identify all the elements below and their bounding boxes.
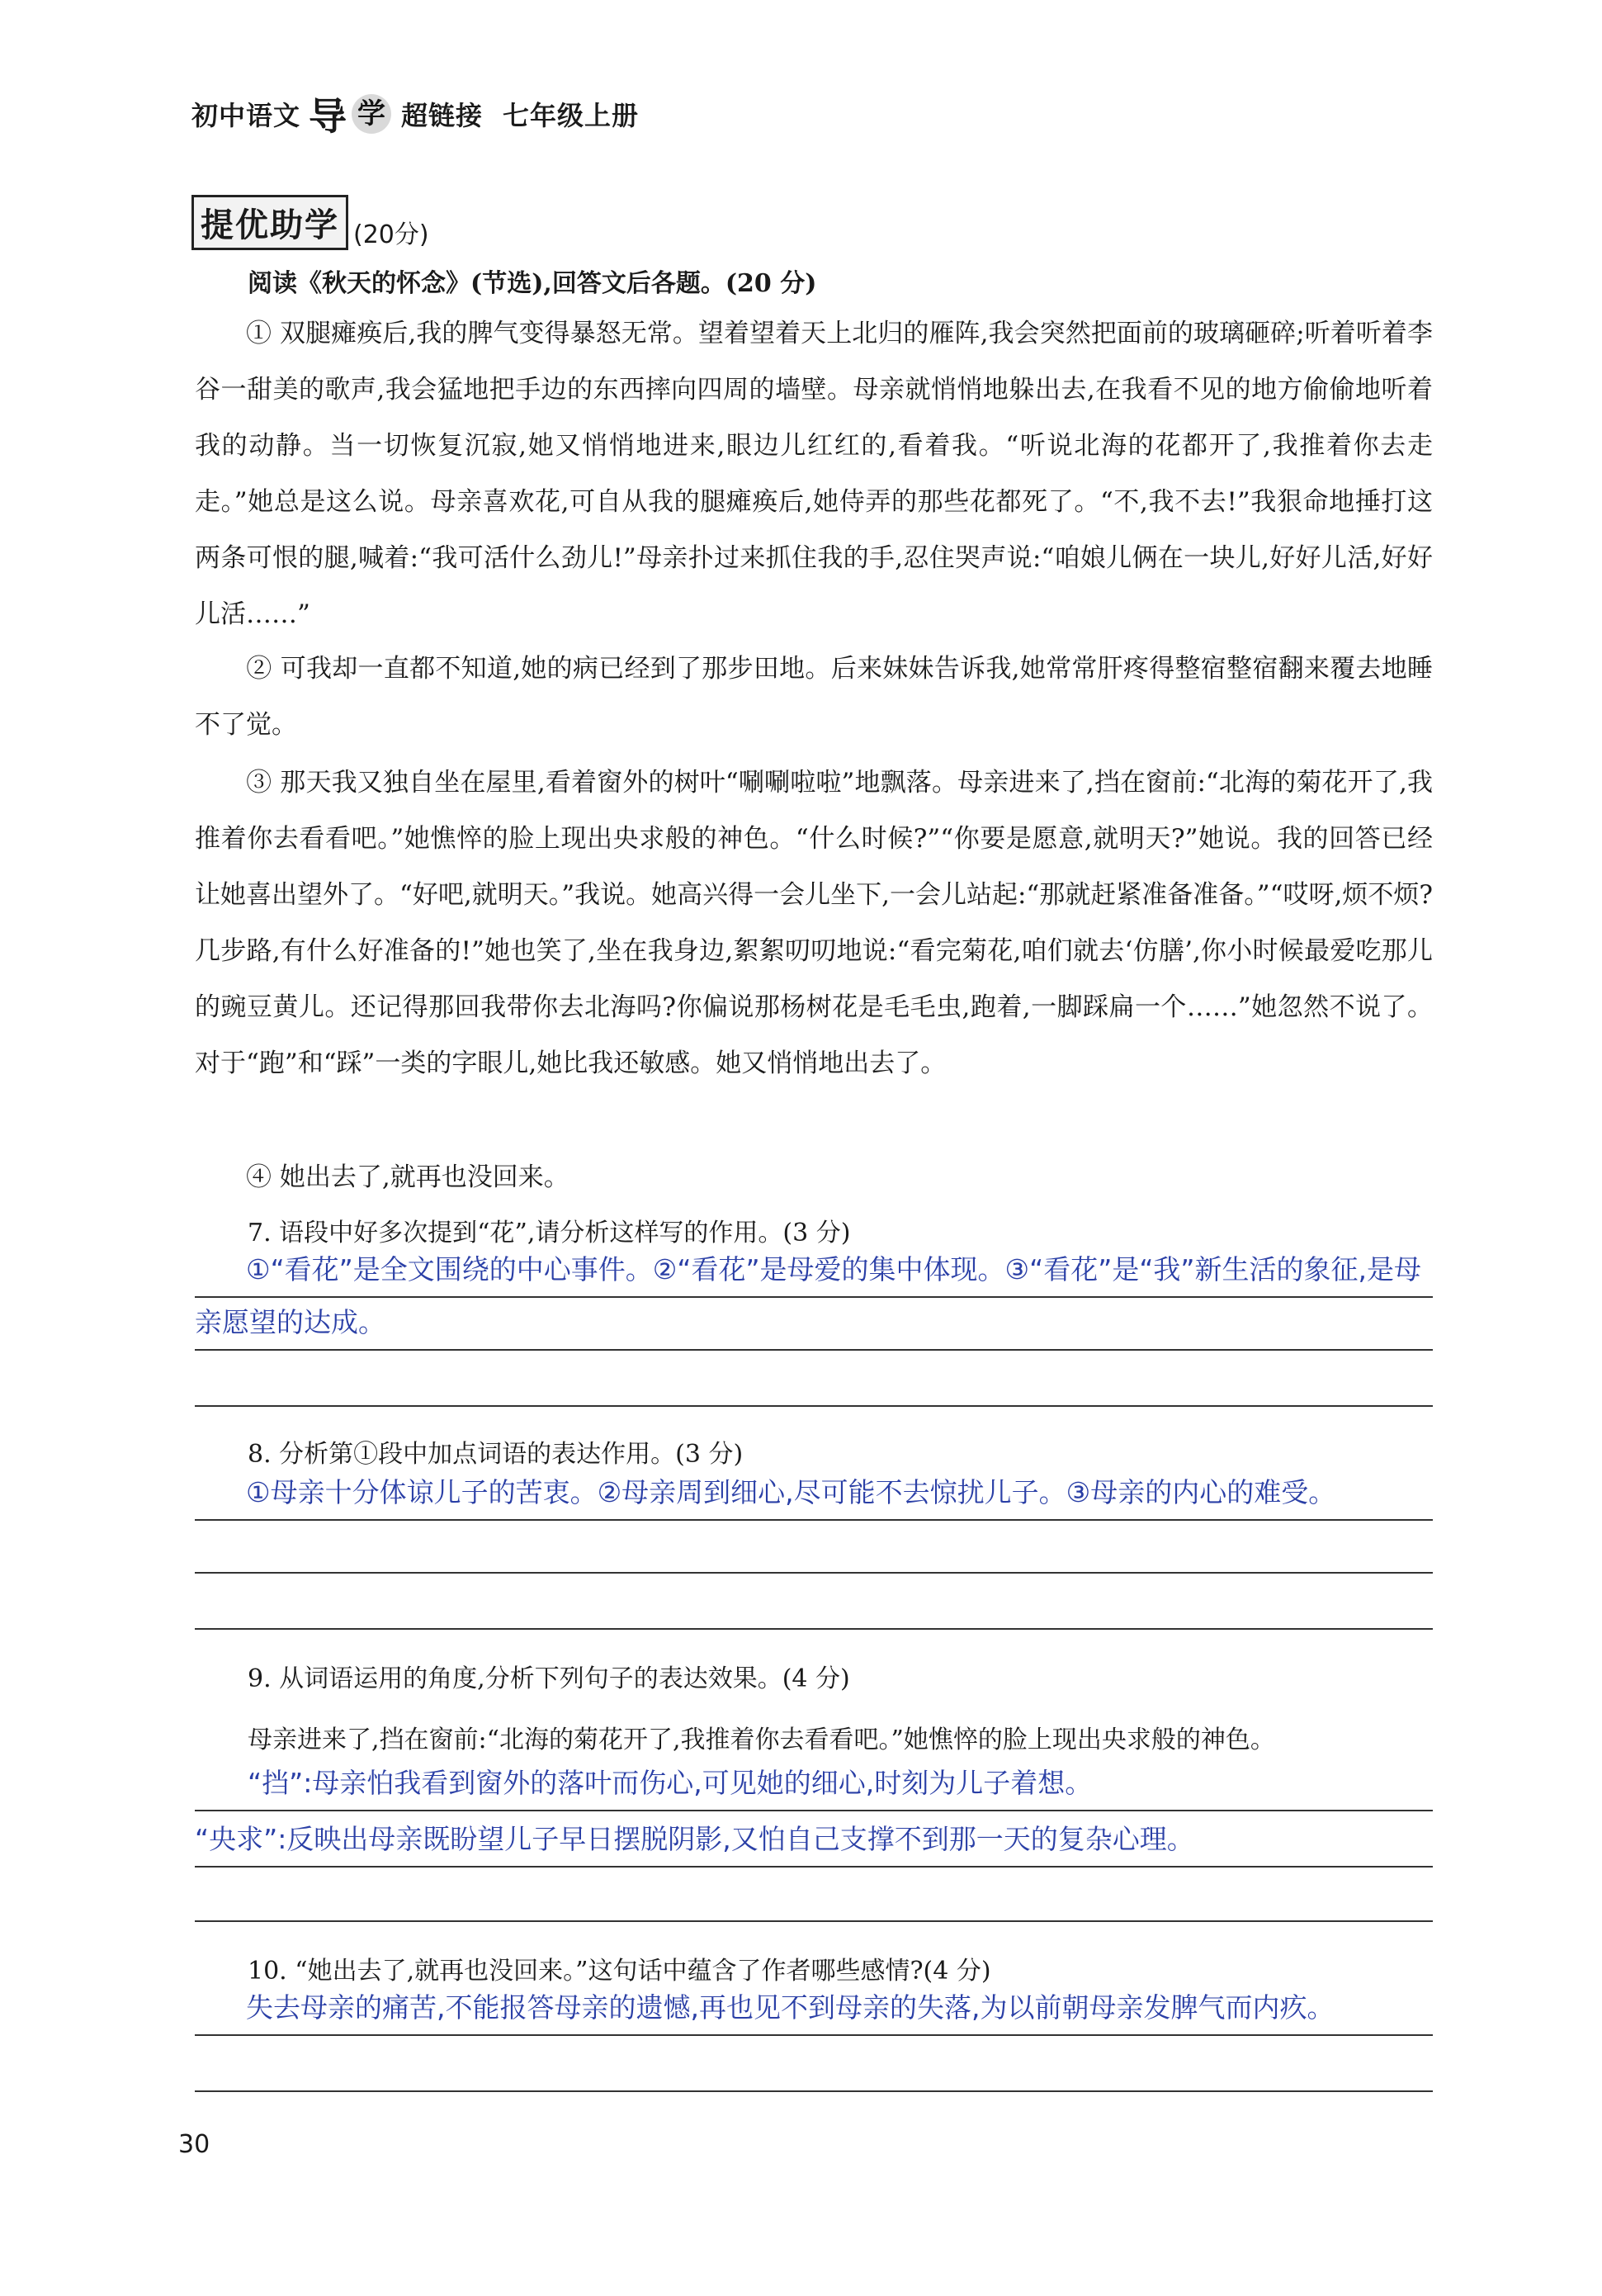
question-8: 8. 分析第①段中加点词语的表达作用。(3 分) (248, 1440, 744, 1469)
question-7: 7. 语段中好多次提到“花”,请分析这样写的作用。(3 分) (248, 1219, 851, 1247)
answer-text: 失去母亲的痛苦,不能报答母亲的遗憾,再也见不到母亲的失落,为以前朝母亲发脾气而内疚。 (246, 1991, 1335, 2024)
header-circle-char: 学 (352, 94, 391, 134)
answer-line (195, 1810, 1433, 1811)
header-big-char: 导 (309, 94, 347, 139)
answer-line (195, 1349, 1433, 1351)
paragraph-text: ③ 那天我又独自坐在屋里,看着窗外的树叶“唰唰啦啦”地飘落。母亲进来了,挡在窗前:“北海的菊花开了,我推着你去看看吧。”她憔悴的脸上现出央求般的神色。“什么时候?”“你要是愿意,就明天?”她说。我的回答已经让她喜出望外了。“好吧,就明天。”我说。她高兴得一会儿坐下,一会儿站起:“那就赶紧准备准备。”“哎呀,烦不烦?几步路,有什么好准备的!”她也笑了,坐在我身边,絮絮叨叨地说:“看完菊花,咱们就去‘仿膳’,你小时候最爱吃那儿的豌豆黄儿。还记得那回我带你去北海吗?你偏说那杨树花是毛毛虫,跑着,一脚踩扁一个……”她忽然不说了。对于“跑”和“踩”一类的字眼儿,她比我还敏感。她又悄悄地出去了。 (195, 768, 1433, 1078)
question-10: 10. “她出去了,就再也没回来。”这句话中蕴含了作者哪些感情?(4 分) (248, 1957, 991, 1986)
answer-line (195, 1866, 1433, 1868)
question-9: 9. 从词语运用的角度,分析下列句子的表达效果。(4 分) (248, 1664, 850, 1693)
page-number: 30 (178, 2130, 210, 2159)
answer-line (195, 1519, 1433, 1521)
answer-line (195, 1920, 1433, 1922)
header-subject: 初中语文 (191, 100, 301, 131)
section-score: (20分) (353, 220, 429, 249)
paragraph-text: ④ 她出去了,就再也没回来。 (246, 1162, 569, 1192)
section-title (191, 195, 429, 250)
passage-paragraph-4 (195, 1149, 1433, 1205)
reading-instruction: 阅读《秋天的怀念》(节选),回答文后各题。(20 分) (248, 269, 817, 298)
paragraph-text: ② 可我却一直都不知道,她的病已经到了那步田地。后来妹妹告诉我,她常常肝疼得整宿整宿翻来覆去地睡不了觉。 (195, 654, 1433, 740)
answer-line (195, 2090, 1433, 2092)
answer-line (195, 2034, 1433, 2036)
answer-10 (195, 1981, 1433, 2034)
answer-line (195, 1572, 1433, 1574)
answer-line (195, 1628, 1433, 1630)
paragraph-text: ① 双腿瘫痪后,我的脾气变得暴怒无常。望着望着天上北归的雁阵,我会突然把面前的玻璃砸碎;听着听着李谷一甜美的歌声,我会猛地把手边的东西摔向四周的墙壁。母亲就悄悄地躲出去,在我看不见的地方偷偷地听着我的动静。当一切恢复沉寂,她又悄悄地进来,眼边儿红红的,看着我。“听说北海的花都开了,我推着你去走走。”她总是这么说。母亲喜欢花,可自从我的腿瘫痪后,她侍弄的那些花都死了。“不,我不去!”我狠命地捶打这两条可恨的腿,喊着:“我可活什么劲儿!”母亲扑过来抓住我的手,忍住哭声说:“咱娘儿俩在一块儿,好好儿活,好好儿活……” (195, 319, 1433, 629)
answer-9-part-1: “挡”:母亲怕我看到窗外的落叶而伤心,可见她的细心,时刻为儿子着想。 (248, 1767, 1093, 1799)
answer-9-part-2: “央求”:反映出母亲既盼望儿子早日摆脱阴影,又怕自己支撑不到那一天的复杂心理。 (195, 1823, 1194, 1855)
answer-text: ①“看花”是全文围绕的中心事件。②“看花”是母爱的集中体现。③“看花”是“我”新生活的象征,是母亲愿望的达成。 (195, 1253, 1422, 1338)
answer-line (195, 1405, 1433, 1407)
passage-paragraph-2 (195, 641, 1433, 753)
page-header (191, 89, 639, 139)
section-title-label: 提优助学 (191, 195, 348, 250)
passage-paragraph-3 (195, 755, 1433, 1091)
question-9-sentence: 母亲进来了,挡在窗前:“北海的菊花开了,我推着你去看看吧。”她憔悴的脸上现出央求般的神色。 (248, 1726, 1275, 1754)
answer-text: ①母亲十分体谅儿子的苦衷。②母亲周到细心,尽可能不去惊扰儿子。③母亲的内心的难受。 (246, 1476, 1336, 1508)
header-grade: 七年级上册 (503, 100, 640, 131)
answer-line (195, 1296, 1433, 1298)
answer-8 (195, 1466, 1433, 1519)
passage-paragraph-1 (195, 305, 1433, 642)
header-series: 超链接 (401, 100, 484, 131)
